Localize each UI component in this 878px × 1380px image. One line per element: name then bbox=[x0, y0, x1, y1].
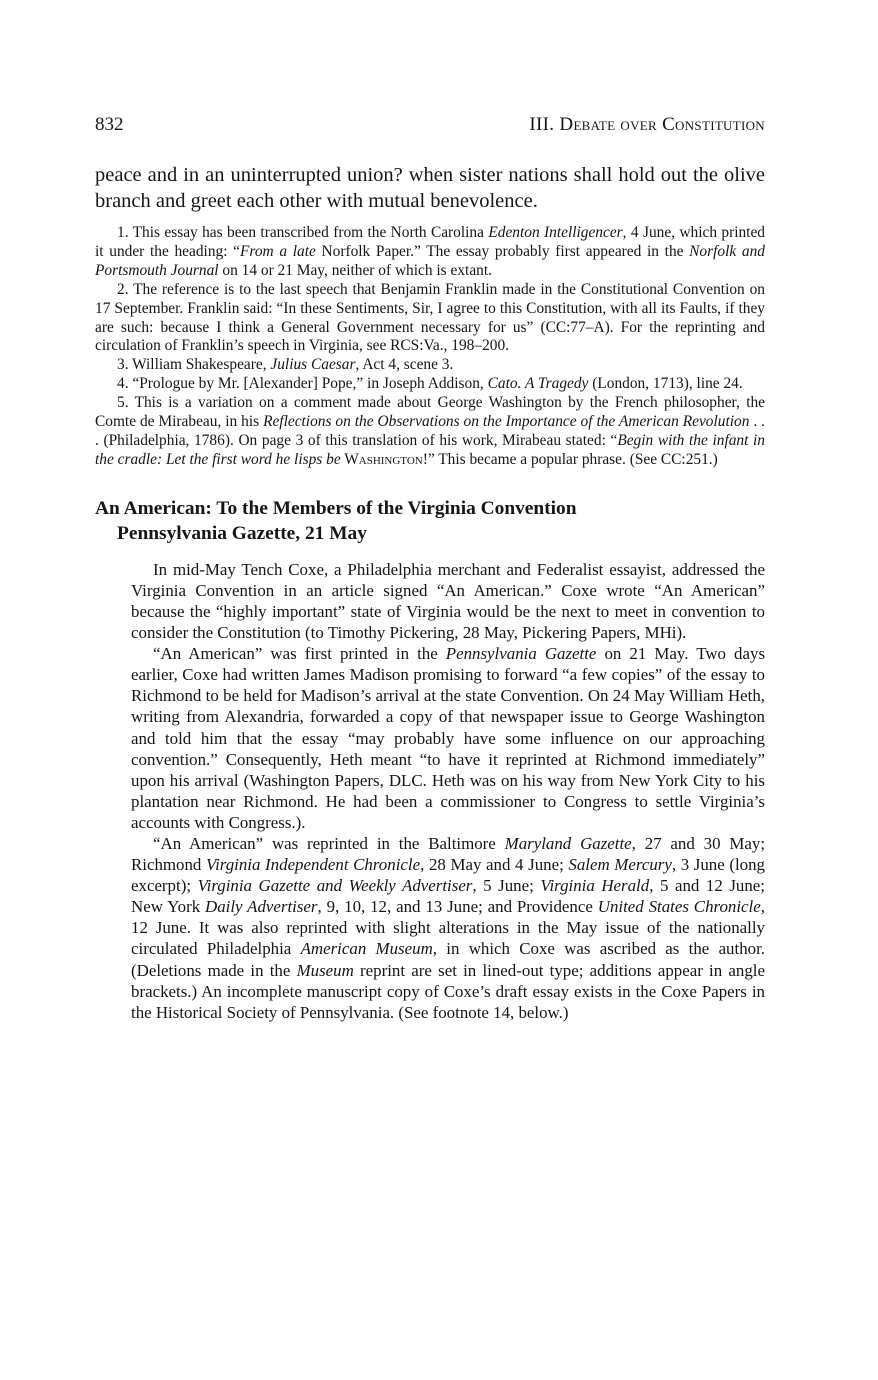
continuation-paragraph: peace and in an uninterrupted union? when sister nations shall hold out the olive branch and greet each other with mutual benevolence. bbox=[95, 164, 765, 212]
footnote-1: 1. This essay has been transcribed from the North Carolina Edenton Intelligencer, 4 June, which printed it under the heading: “From a late Norfolk Paper.” The essay probably first appeared in the Norfolk and Portsmouth Journal on 14 or 21 May, neither of which is extant. bbox=[95, 224, 765, 279]
page-number: 832 bbox=[95, 114, 124, 135]
intro-paragraph-2: “An American” was first printed in the Pennsylvania Gazette on 21 May. Two days earlier, Coxe had written James Madison promising to forward “a few copies” of the essay to Richmond to be held for Madison’s arrival at the state Convention. On 24 May William Heth, writing from Alexandria, forwarded a copy of that newspaper issue to George Washington and told him that the essay “may probably have some influence on our approaching convention.” Consequently, Heth meant “to have it reprinted at Richmond immediately” upon his arrival (Washington Papers, DLC. Heth was on his way from New York City to his plantation near Richmond. He had been a commissioner to Congress to settle Virginia’s accounts with Congress.). bbox=[131, 644, 766, 832]
intro-paragraph-1: In mid-May Tench Coxe, a Philadelphia merchant and Federalist essayist, addressed the Virginia Convention in an article signed “An American.” Coxe wrote “An American” because the “highly important” state of Virginia would be the next to meet in convention to consider the Constitution (to Timothy Pickering, 28 May, Pickering Papers, MHi). bbox=[131, 559, 765, 643]
section-title: Debate over Constitution bbox=[559, 114, 765, 135]
article-title bbox=[95, 496, 765, 546]
footnotes bbox=[95, 224, 765, 470]
document-page bbox=[95, 110, 765, 1023]
footnote-3: 3. William Shakespeare, Julius Caesar, Act 4, scene 3. bbox=[117, 356, 454, 374]
footnote-5: 5. This is a variation on a comment made about George Washington by the French philosopher, the Comte de Mirabeau, in his Reflections on the Observations on the Importance of the American Revolution . . . (Philadelphia, 1786). On page 3 of this translation of his work, Mirabeau stated: “Begin with the infant in the cradle: Let the first word he lisps be Washington!” This became a popular phrase. (See CC:251.) bbox=[95, 394, 765, 468]
running-head bbox=[95, 110, 765, 140]
section-roman: III. bbox=[529, 114, 555, 135]
footnote-4: 4. “Prologue by Mr. [Alexander] Pope,” in Joseph Addison, Cato. A Tragedy (London, 1713), line 24. bbox=[117, 375, 743, 393]
editorial-introduction bbox=[95, 559, 765, 1023]
article-source-line: Pennsylvania Gazette, 21 May bbox=[117, 522, 367, 544]
section-heading bbox=[529, 110, 765, 140]
intro-paragraph-3: “An American” was reprinted in the Baltimore Maryland Gazette, 27 and 30 May; Richmond Virginia Independent Chronicle, 28 May and 4 June; Salem Mercury, 3 June (long excerpt); Virginia Gazette and Weekly Advertiser, 5 June; Virginia Herald, 5 and 12 June; New York Daily Advertiser, 9, 10, 12, and 13 June; and Providence United States Chronicle, 12 June. It was also reprinted with slight alterations in the May issue of the nationally circulated Philadelphia American Museum, in which Coxe was ascribed as the author. (Deletions made in the Museum reprint are set in lined-out type; additions appear in angle brackets.) An incomplete manuscript copy of Coxe’s draft essay exists in the Coxe Papers in the Historical Society of Pennsylvania. (See footnote 14, below.) bbox=[131, 834, 766, 1022]
footnote-2: 2. The reference is to the last speech that Benjamin Franklin made in the Constitutional Convention on 17 September. Franklin said: “In these Sentiments, Sir, I agree to this Constitution, with all its Faults, if they are such: because I think a General Government necessary for us” (CC:77–A). For the reprinting and circulation of Franklin’s speech in Virginia, see RCS:Va., 198–200. bbox=[95, 280, 765, 355]
article-title-line1: An American: To the Members of the Virginia Convention bbox=[95, 497, 577, 519]
